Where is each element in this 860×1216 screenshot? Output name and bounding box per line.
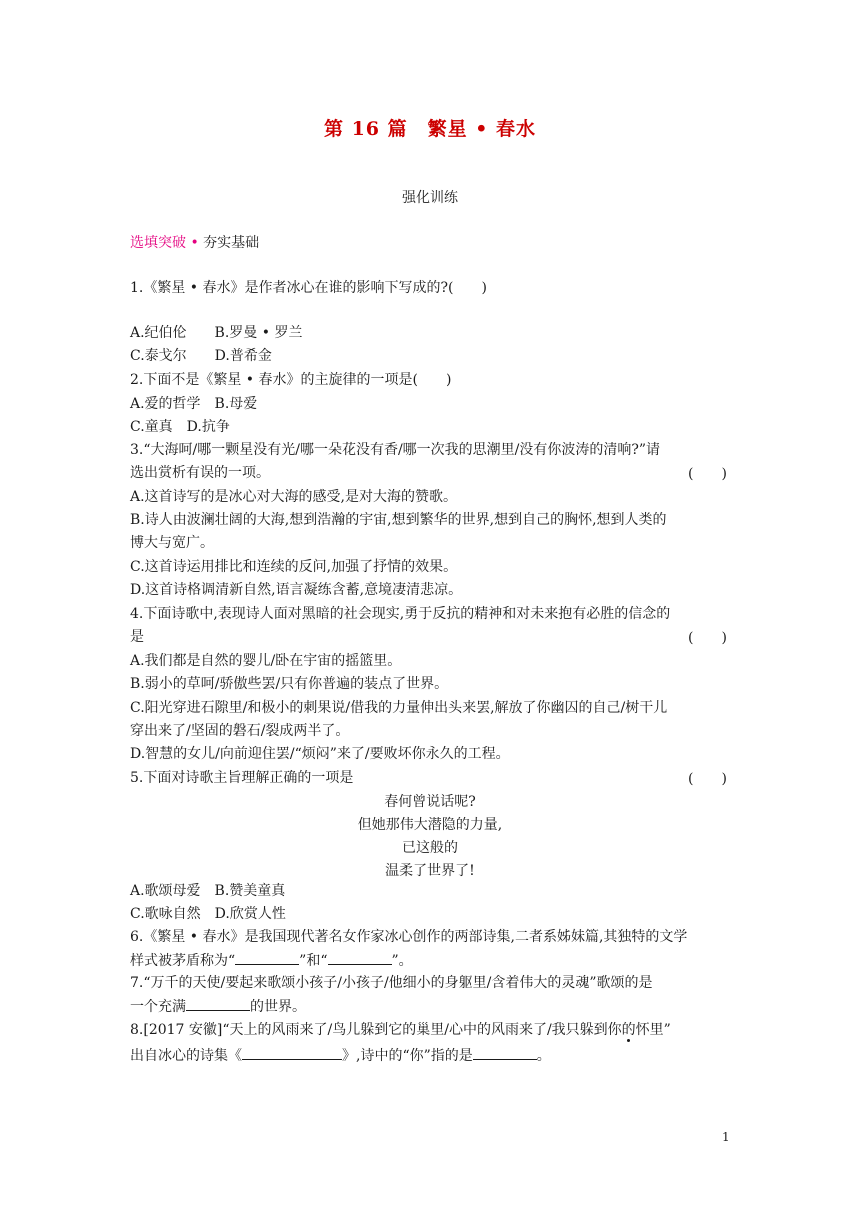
- section-heading-text: 夯实基础: [198, 235, 260, 251]
- question-8-text-d: 》,诗中的“你”指的是: [342, 1048, 473, 1064]
- question-5-options-ab: A.歌颂母爱 B.赞美童真: [130, 883, 286, 899]
- question-6-text-b: ”和“: [299, 953, 328, 969]
- question-5-stem: 5.下面对诗歌主旨理解正确的一项是: [130, 770, 354, 786]
- question-4-option-c-line-1: C.阳光穿进石隙里/和极小的刺果说/借我的力量伸出头来罢,解放了你幽囚的自己/树干儿: [130, 700, 668, 716]
- question-4-stem-line-1: 4.下面诗歌中,表现诗人面对黑暗的社会现实,勇于反抗的精神和对未来抱有必胜的信念的: [130, 606, 671, 622]
- question-6-text-a: 样式被茅盾称为“: [130, 953, 236, 969]
- question-4-option-c-line-2: 穿出来了/坚固的磐石/裂成两半了。: [130, 723, 350, 739]
- answer-blank[interactable]: [186, 996, 250, 1011]
- question-8-line-2: [130, 1045, 730, 1066]
- question-6-line-2: [130, 950, 730, 971]
- answer-blank[interactable]: [235, 950, 299, 965]
- question-2-stem: 2.下面不是《繁星 • 春水》的主旋律的一项是( ): [130, 372, 452, 388]
- section-heading-accent: 选填突破 •: [130, 235, 199, 251]
- question-3-option-b-line-2: 博大与宽广。: [130, 535, 214, 551]
- question-3-option-b-line-1: B.诗人由波澜壮阔的大海,想到浩瀚的宇宙,想到繁华的世界,想到自己的胸怀,想到人类的: [130, 512, 667, 528]
- answer-parentheses: ( ): [688, 466, 727, 482]
- question-2-options-cd: C.童真 D.抗争: [130, 419, 230, 435]
- question-8-text-a: 8.[2017 安徽]“天上的风雨来了/鸟儿躲到它的巢里/心中的风雨来了/我只躲到你: [130, 1022, 622, 1038]
- question-1-stem: 1.《繁星 • 春水》是作者冰心在谁的影响下写成的?( ): [130, 280, 487, 296]
- question-7-line-2: [130, 996, 730, 1017]
- section-heading: [130, 232, 259, 252]
- question-1-options-ab: A.纪伯伦 B.罗曼 • 罗兰: [130, 325, 303, 341]
- poem-line-2: 但她那伟大潜隐的力量,: [357, 817, 503, 833]
- answer-parentheses: ( ): [688, 771, 727, 787]
- answer-blank[interactable]: [473, 1045, 537, 1060]
- question-4-option-d: D.智慧的女儿/向前迎住罢/“烦闷”来了/要败坏你永久的工程。: [130, 746, 510, 762]
- question-3-stem-line-2: 选出赏析有误的一项。: [130, 465, 270, 481]
- poem-line-1: 春何曾说话呢?: [384, 794, 476, 810]
- subtitle: 强化训练: [402, 190, 458, 206]
- question-7-text-b: 的世界。: [250, 999, 306, 1015]
- question-5-options-cd: C.歌咏自然 D.欣赏人性: [130, 906, 286, 922]
- question-6-line-1: 6.《繁星 • 春水》是我国现代著名女作家冰心创作的两部诗集,二者系姊妹篇,其独特的文学: [130, 929, 688, 945]
- question-3-option-a: A.这首诗写的是冰心对大海的感受,是对大海的赞歌。: [130, 489, 458, 505]
- question-7-text-a: 一个充满: [130, 999, 186, 1015]
- question-7-line-1: 7.“万千的天使/要起来歌颂小孩子/小孩子/他细小的身躯里/含着伟大的灵魂”歌颂的是: [130, 975, 653, 991]
- question-6-text-c: ”。: [391, 953, 413, 969]
- poem-line-3: 已这般的: [402, 840, 458, 856]
- answer-blank[interactable]: [242, 1045, 342, 1060]
- question-2-options-ab: A.爱的哲学 B.母爱: [130, 396, 258, 412]
- question-4-option-a: A.我们都是自然的婴儿/卧在宇宙的摇篮里。: [130, 653, 402, 669]
- question-1-options-cd: C.泰戈尔 D.普希金: [130, 348, 272, 364]
- question-8-text-e: 。: [536, 1048, 551, 1064]
- question-3-stem-line-1: 3.“大海呵/哪一颗星没有光/哪一朵花没有香/哪一次我的思潮里/没有你波涛的清响?”请: [130, 442, 661, 458]
- question-3-option-d: D.这首诗格调清新自然,语言凝练含蓄,意境凄清悲凉。: [130, 582, 463, 598]
- poem-line-4: 温柔了世界了!: [385, 863, 475, 879]
- page-title: 第 16 篇 繁星 • 春水: [323, 118, 537, 140]
- page-number: 1: [722, 1130, 730, 1144]
- question-3-option-c: C.这首诗运用排比和连续的反问,加强了抒情的效果。: [130, 559, 458, 575]
- answer-parentheses: ( ): [688, 630, 727, 646]
- question-8-text-b: 怀里”: [635, 1022, 671, 1038]
- question-4-stem-line-2: 是: [130, 629, 144, 645]
- question-8-text-c: 出自冰心的诗集《: [130, 1048, 242, 1064]
- answer-blank[interactable]: [328, 950, 392, 965]
- question-8-line-1: [130, 1020, 730, 1040]
- emphasis-dot-char: 的: [621, 1022, 636, 1038]
- question-4-option-b: B.弱小的草呵/骄傲些罢/只有你普遍的装点了世界。: [130, 676, 449, 692]
